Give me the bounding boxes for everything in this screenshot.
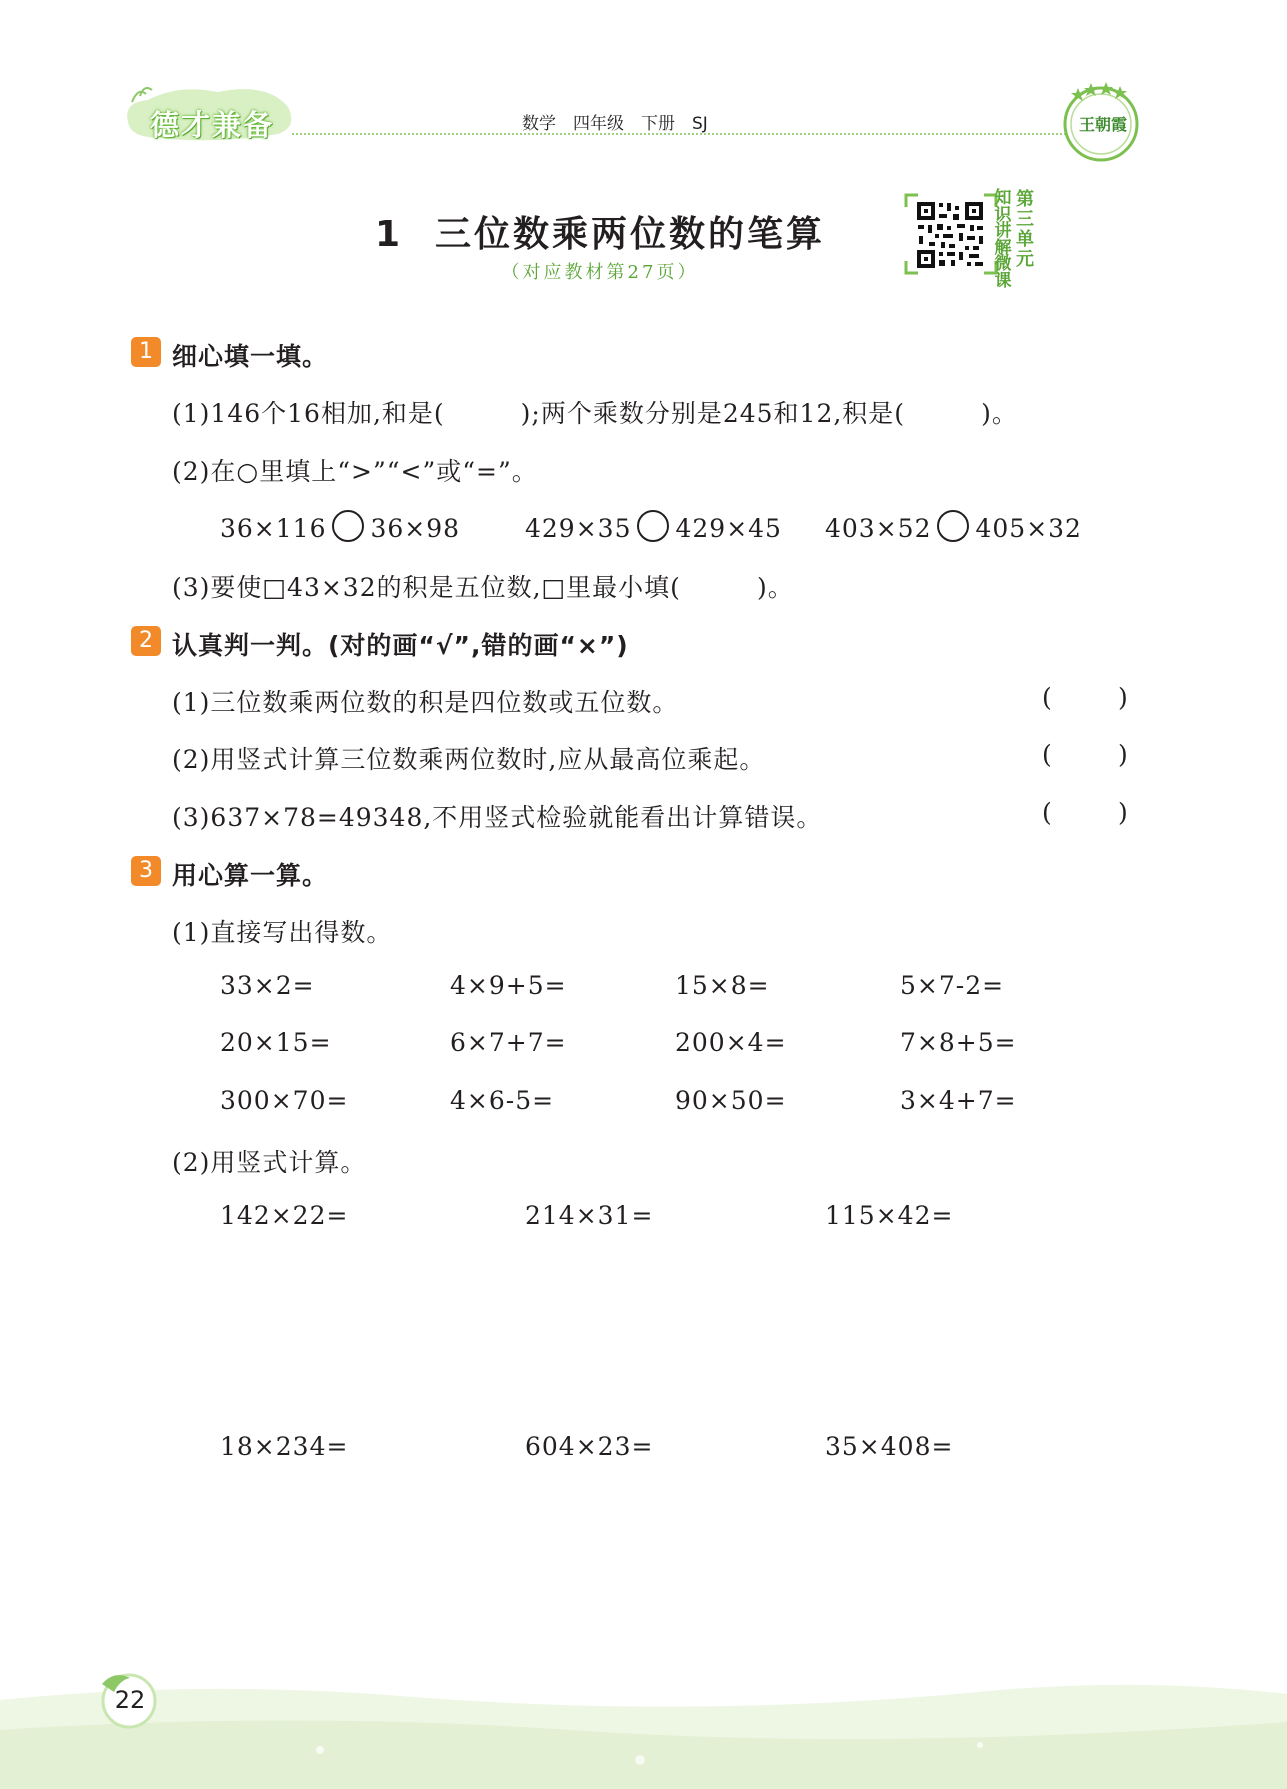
judge-paren-open: ( — [1042, 798, 1052, 827]
brand-title: 德才兼备 — [150, 108, 275, 142]
section-2-title: 认真判一判。(对的画“√”,错的画“×”) — [172, 631, 629, 660]
judge-answer-blank[interactable] — [1058, 798, 1112, 830]
section-1-title: 细心填一填。 — [172, 342, 329, 371]
judge-paren-close: ) — [1118, 683, 1128, 712]
mental-expr: 6×7+7= — [450, 1028, 567, 1057]
qr-code-icon[interactable] — [915, 200, 985, 270]
mental-expr: 5×7-2= — [900, 971, 1005, 1000]
question-1-3 — [172, 568, 794, 604]
qr-label — [993, 188, 1037, 291]
compare-item — [825, 510, 1082, 543]
vertical-calc-expr: 115×42= — [825, 1201, 954, 1230]
mental-expr: 15×8= — [675, 971, 770, 1000]
page-title — [300, 206, 900, 257]
judge-item-3: (3)637×78=49348,不用竖式检验就能看出计算错误。 — [172, 803, 823, 832]
mental-expr: 4×6-5= — [450, 1086, 555, 1115]
mental-expr: 200×4= — [675, 1028, 787, 1057]
qr-label-unit: 第三单元 — [1016, 189, 1034, 270]
mental-expr: 33×2= — [220, 971, 315, 1000]
compare-right: 36×98 — [370, 514, 461, 543]
judge-paren-close: ) — [1118, 740, 1128, 769]
compare-left: 403×52 — [825, 514, 932, 543]
mental-expr: 300×70= — [220, 1086, 349, 1115]
vertical-calc-expr: 142×22= — [220, 1201, 349, 1230]
vertical-calc-expr: 18×234= — [220, 1432, 349, 1461]
vertical-calc-expr: 35×408= — [825, 1432, 954, 1461]
judge-answer-blank[interactable] — [1058, 683, 1112, 715]
judge-paren-open: ( — [1042, 683, 1052, 712]
textbook-reference: （对应教材第27页） — [501, 262, 699, 283]
question-3-2: (2)用竖式计算。 — [172, 1148, 367, 1177]
mental-expr: 3×4+7= — [900, 1086, 1017, 1115]
qr-label-lesson: 知识讲解微课 — [994, 188, 1012, 291]
judge-paren-open: ( — [1042, 740, 1052, 769]
lesson-number: 1 — [374, 214, 404, 255]
judge-answer-blank[interactable] — [1058, 740, 1112, 772]
compare-right: 405×32 — [975, 514, 1082, 543]
question-3-1: (1)直接写出得数。 — [172, 918, 393, 947]
publisher-name: 王朝霞 — [1078, 115, 1127, 134]
judge-paren-close: ) — [1118, 798, 1128, 827]
question-1-1 — [172, 394, 1018, 430]
mental-expr: 20×15= — [220, 1028, 332, 1057]
vertical-calc-expr: 214×31= — [525, 1201, 654, 1230]
judge-item-1: (1)三位数乘两位数的积是四位数或五位数。 — [172, 688, 679, 717]
question-1-1-text-b: );两个乘数分别是245和12,积是( — [520, 399, 906, 428]
header-subject: 数学 四年级 下册 SJ — [522, 114, 708, 134]
compare-left: 429×35 — [525, 514, 632, 543]
section-3-title: 用心算一算。 — [172, 861, 329, 890]
page-number: 22 — [114, 1686, 146, 1714]
question-1-1-text-a: (1)146个16相加,和是( — [172, 399, 445, 428]
section-2-badge: 2 — [131, 626, 161, 656]
section-3-badge: 3 — [131, 856, 161, 886]
compare-circle[interactable] — [937, 510, 969, 542]
section-1-badge: 1 — [131, 337, 161, 367]
question-1-3-text-a: (3)要使□43×32的积是五位数,□里最小填( — [172, 573, 681, 602]
compare-right: 429×45 — [675, 514, 782, 543]
lesson-title: 三位数乘两位数的笔算 — [435, 214, 826, 255]
question-1-1-text-c: )。 — [981, 399, 1018, 428]
footer-decoration — [0, 1660, 1287, 1789]
mental-expr: 90×50= — [675, 1086, 787, 1115]
question-1-3-text-b: )。 — [756, 573, 794, 602]
question-1-2: (2)在○里填上“>”“<”或“=”。 — [172, 457, 538, 486]
compare-circle[interactable] — [332, 510, 364, 542]
mental-expr: 7×8+5= — [900, 1028, 1017, 1057]
vertical-calc-expr: 604×23= — [525, 1432, 654, 1461]
judge-item-2: (2)用竖式计算三位数乘两位数时,应从最高位乘起。 — [172, 745, 766, 774]
compare-item — [220, 510, 460, 543]
mental-expr: 4×9+5= — [450, 971, 567, 1000]
compare-left: 36×116 — [220, 514, 327, 543]
compare-circle[interactable] — [637, 510, 669, 542]
compare-item — [525, 510, 782, 543]
